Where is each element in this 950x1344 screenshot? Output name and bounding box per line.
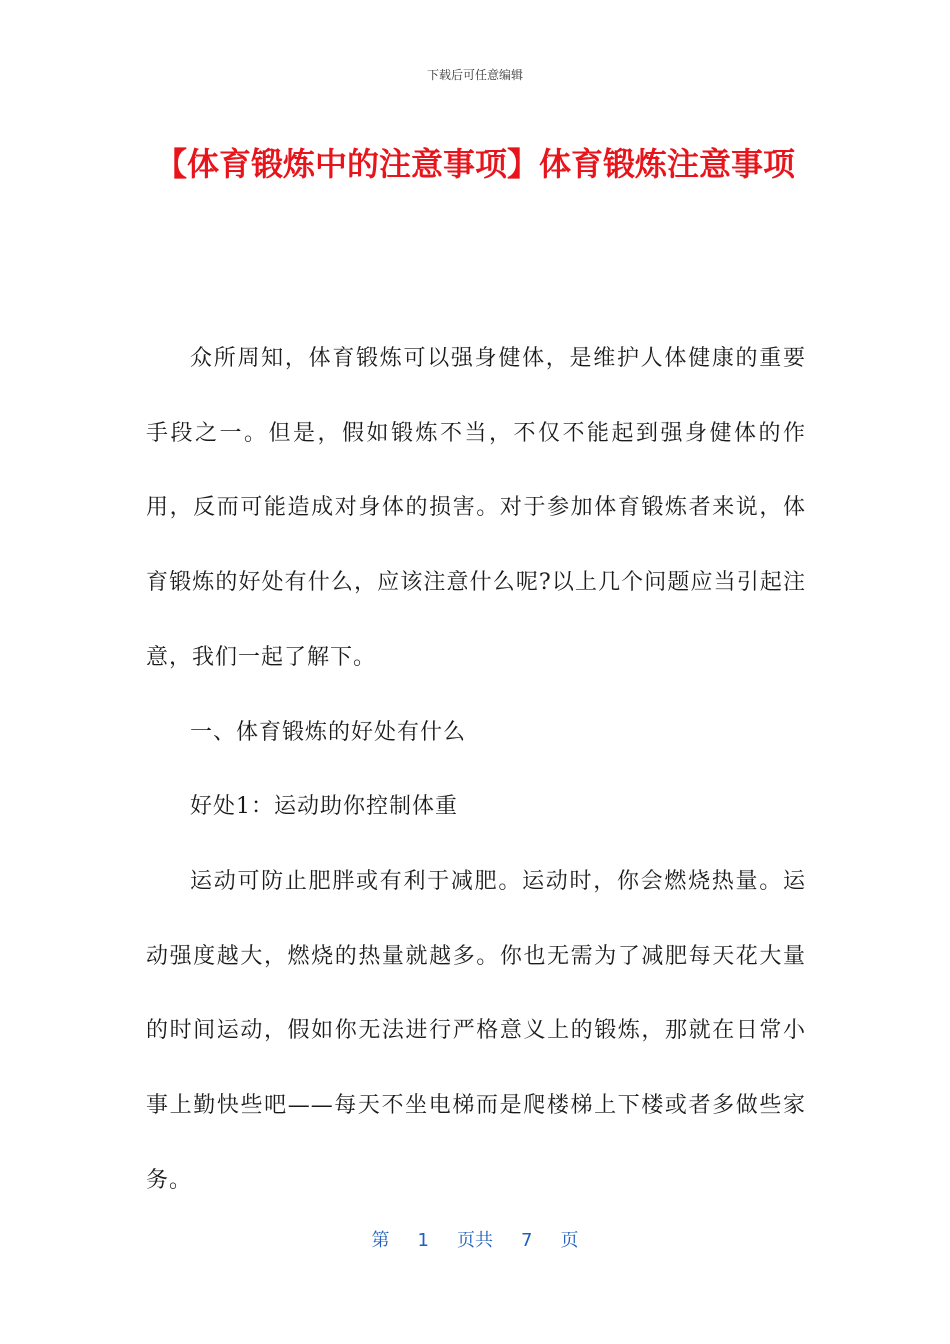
header-note: 下载后可任意编辑 bbox=[426, 68, 523, 82]
document-title: 【体育锻炼中的注意事项】体育锻炼注意事项 bbox=[154, 145, 795, 183]
footer-middle: 页共 bbox=[457, 1230, 493, 1251]
footer-suffix: 页 bbox=[560, 1230, 579, 1251]
page-footer bbox=[0, 1226, 950, 1252]
paragraph-weight-control: 运动可防止肥胖或有利于减肥。运动时，你会燃烧热量。运动强度越大，燃烧的热量就越多。你也无需为了减肥每天花大量的时间运动，假如你无法进行严格意义上的锻炼，那就在日常小事上勤快些吧——每天不坐电梯而是爬楼梯上下楼或者多做些家务。 bbox=[146, 868, 806, 1193]
footer-prefix: 第 bbox=[371, 1230, 390, 1251]
section-heading: 一、体育锻炼的好处有什么 bbox=[190, 719, 467, 745]
footer-page-number: 1 bbox=[417, 1230, 429, 1251]
footer-total-pages: 7 bbox=[521, 1230, 533, 1251]
document-body bbox=[146, 322, 806, 1218]
paragraph-intro: 众所周知，体育锻炼可以强身健体，是维护人体健康的重要手段之一。但是，假如锻炼不当，不仅不能起到强身健体的作用，反而可能造成对身体的损害。对于参加体育锻炼者来说，体育锻炼的好处有什么，应该注意什么呢?以上几个问题应当引起注意，我们一起了解下。 bbox=[146, 346, 806, 670]
subsection-heading: 好处1：运动助你控制体重 bbox=[190, 794, 458, 820]
